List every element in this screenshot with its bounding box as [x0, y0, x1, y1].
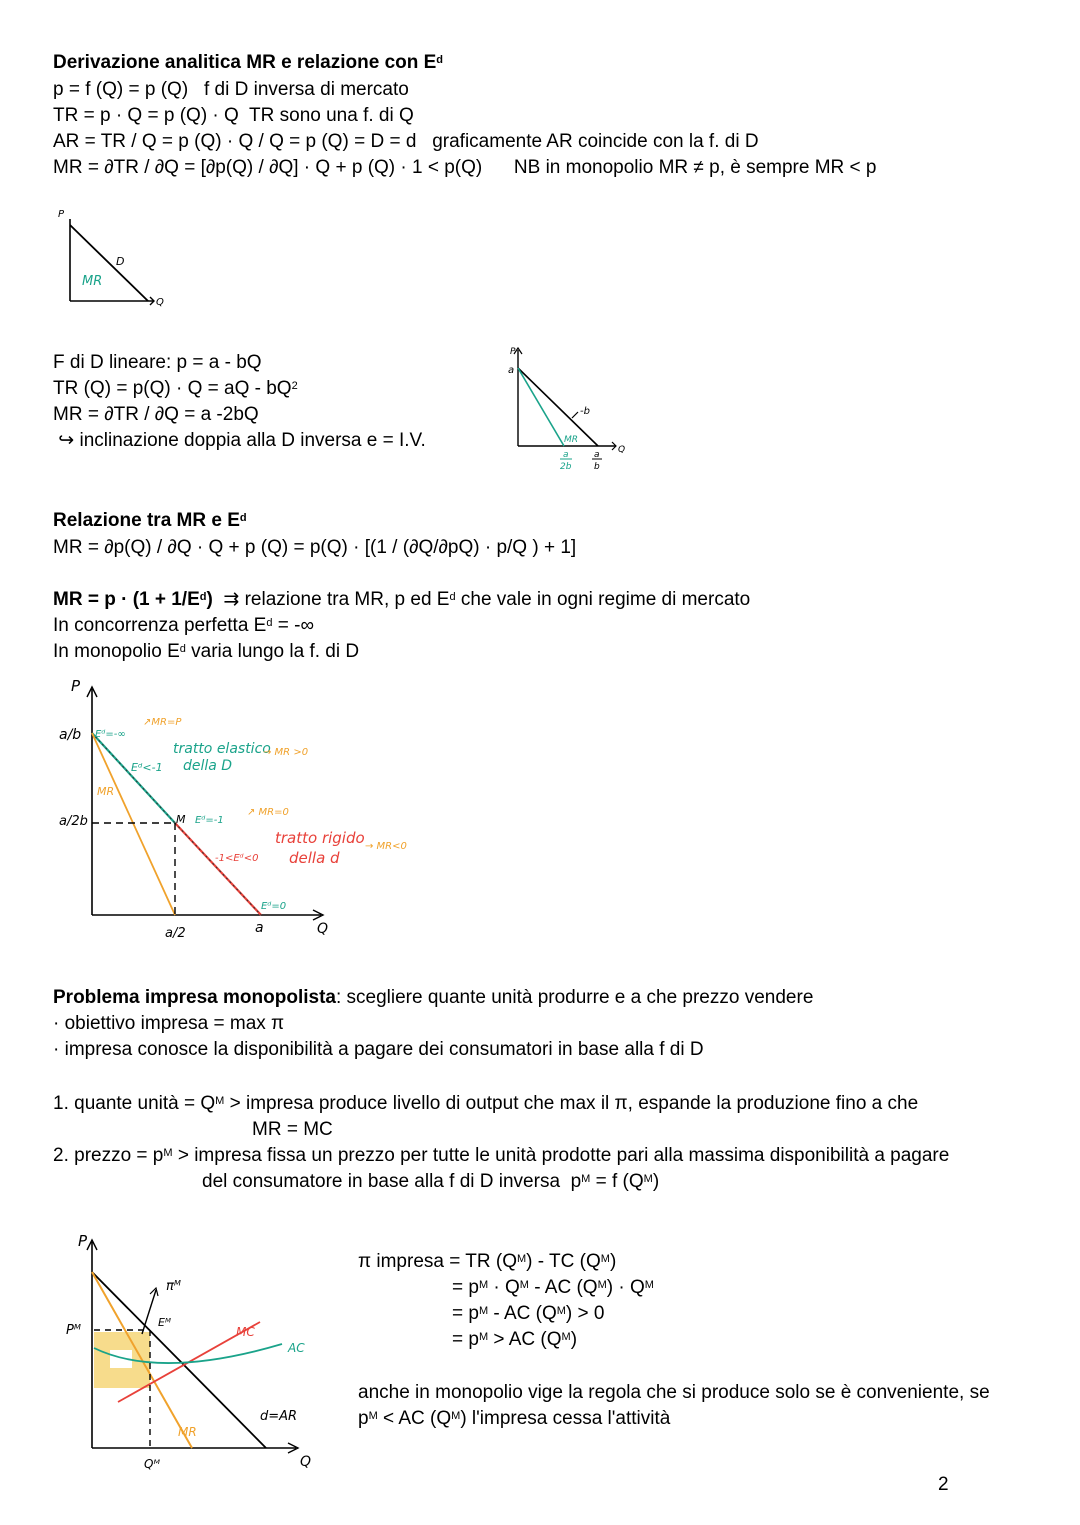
bullet-demand-knowledge: · impresa conosce la disponibilità a pagare dei consumatori in base alla f di D — [53, 1039, 704, 1060]
fig1-p-label: P — [58, 209, 65, 220]
fig3-ed-zero-label: Eᵈ=0 — [261, 901, 287, 912]
line-monopoly-problem: Problema impresa monopolista: scegliere quante unità produrre e a che prezzo vendere — [53, 987, 814, 1008]
figure-demand-mr-small — [50, 205, 180, 315]
fig4-em-label: Eᴹ — [158, 1316, 171, 1329]
fig3-elastic-label-2: della D — [183, 758, 233, 774]
fig2-a2b-bottom: 2b — [560, 462, 572, 472]
fig3-mr-label: MR — [97, 785, 115, 798]
fig3-a2b-label: a/2b — [59, 814, 88, 829]
line-mr-derivation: MR = ∂p(Q) / ∂Q · Q + p (Q) = p(Q) · [(1 / (∂Q/∂pQ) · p/Q ) + 1] — [53, 537, 577, 558]
fig3-mr-positive-label: → MR >0 — [263, 747, 309, 758]
fig4-mc-label: MC — [236, 1325, 255, 1339]
item-price-continued: del consumatore in base alla f di D inversa $p^M = f$ $(Q^M)$ — [202, 1171, 660, 1192]
fig4-profit-label: πᴹ — [166, 1279, 181, 1294]
fig2-ab-top: a — [594, 450, 600, 460]
profit-line-2: = $p^M \cdot Q^M$ - AC $(Q^M) \cdot Q^M$ — [452, 1277, 654, 1298]
fig4-pm-label: Pᴹ — [66, 1323, 81, 1338]
fig3-mr-eq-p-label: ↗MR=P — [143, 717, 182, 728]
line-mr-linear: MR = ∂TR / ∂Q = a -2bQ — [53, 404, 259, 425]
bullet-objective: · obiettivo impresa = max π — [53, 1013, 285, 1034]
line-linear-demand: F di D lineare: p = a - bQ — [53, 352, 262, 373]
fig4-demand-label: d=AR — [260, 1409, 298, 1424]
fig2-mr-label: MR — [564, 435, 579, 445]
fig3-ed-lt-label: Eᵈ<-1 — [131, 761, 163, 774]
line-tr-linear: TR (Q) = p(Q) · Q = aQ - $bQ^2$ — [53, 378, 298, 399]
fig2-p-label: P — [510, 347, 516, 357]
fig4-p-label: P — [78, 1232, 88, 1250]
fig3-mr-zero-label: ↗ MR=0 — [247, 807, 289, 818]
fig2-slope-label: -b — [580, 406, 590, 417]
profit-line-3: = $p^M$ - AC $(Q^M) > 0$ — [452, 1303, 605, 1324]
section-title-mr-elasticity: Relazione tra MR e $E^d$ — [53, 510, 247, 531]
line-slope-note: ↪ inclinazione doppia alla D inversa e = I.V. — [53, 430, 426, 451]
fig3-m-label: M — [176, 813, 186, 826]
fig4-ac-label: AC — [288, 1341, 305, 1355]
section-title-derivation: Derivazione analitica MR e relazione con $E^d$ — [53, 52, 444, 73]
fig4-q-label: Q — [300, 1454, 312, 1470]
line-monopoly-elasticity: In monopolio $E^d$ varia lungo la f. di D — [53, 641, 360, 662]
profit-line-1: π impresa = TR $(Q^M)$ - TC $(Q^M)$ — [358, 1251, 617, 1272]
line-average-revenue: AR = TR / Q = p (Q) · Q / Q = p (Q) = D = d graficamente AR coincide con la f. di D — [53, 131, 759, 152]
fig3-rigid-label-2: della d — [289, 849, 340, 867]
fig3-mr-negative-label: → MR<0 — [365, 841, 407, 852]
item-quantity: 1. quante unità = $Q^M$ > impresa produce livello di output che max il π, espande la produzione fino a che — [53, 1093, 919, 1114]
item-quantity-condition: MR = MC — [252, 1119, 333, 1140]
profit-note-line-2: $p^M$ < AC $(Q^M)$ l'impresa cessa l'attività — [358, 1408, 671, 1429]
line-perfect-competition: In concorrenza perfetta $E^d$ = -∞ — [53, 615, 314, 636]
line-marginal-revenue: MR = ∂TR / ∂Q = [∂p(Q) / ∂Q] · Q + p (Q) · 1 < p(Q) NB in monopolio MR ≠ p, è sempre MR < p — [53, 157, 877, 178]
fig2-ab-bottom: b — [594, 462, 600, 472]
fig3-q-label: Q — [317, 921, 329, 937]
fig3-ed-range-label: -1<Eᵈ<0 — [215, 853, 259, 864]
figure-linear-demand — [500, 340, 640, 480]
fig3-a2-label: a/2 — [165, 926, 186, 941]
fig3-ed-m1-label: Eᵈ=-1 — [195, 815, 224, 826]
fig3-ab-label: a/b — [59, 727, 82, 743]
fig3-ed-inf-label: Eᵈ=-∞ — [95, 729, 126, 740]
fig1-mr-label: MR — [82, 274, 103, 289]
item-price: 2. prezzo = $p^M$ > impresa fissa un prezzo per tutte le unità prodotte pari alla massima disponibilità a pagare — [53, 1145, 950, 1166]
fig3-rigid-label-1: tratto rigido — [275, 829, 365, 847]
profit-note-line-1: anche in monopolio vige la regola che si produce solo se è conveniente, se — [358, 1382, 990, 1403]
fig3-elastic-label-1: tratto elastico — [173, 741, 271, 757]
fig1-d-label: D — [116, 255, 125, 268]
fig2-a2b-top: a — [563, 450, 569, 460]
figure-elasticity-along-demand — [55, 675, 435, 945]
line-total-revenue: TR = p · Q = p (Q) · Q TR sono una f. di Q — [53, 105, 414, 126]
page-number: 2 — [938, 1474, 949, 1495]
profit-line-4: = $p^M$ > AC $(Q^M)$ — [452, 1329, 578, 1350]
fig3-a-label: a — [255, 920, 264, 936]
fig2-q-label: Q — [618, 445, 626, 455]
fig3-p-label: P — [71, 677, 81, 695]
figure-monopoly-equilibrium — [60, 1230, 340, 1480]
line-inverse-demand: p = f (Q) = p (Q) f di D inversa di mercato — [53, 79, 409, 100]
fig4-qm-label: Qᴹ — [144, 1457, 160, 1471]
line-mr-formula: MR = $p \cdot (1 + 1/E^d)$ ⇉ relazione tra MR, p ed $E^d$ che vale in ogni regime di mercato — [53, 589, 751, 610]
fig4-mr-label: MR — [178, 1425, 197, 1439]
fig1-q-label: Q — [156, 297, 164, 308]
fig2-a-label: a — [508, 365, 515, 376]
